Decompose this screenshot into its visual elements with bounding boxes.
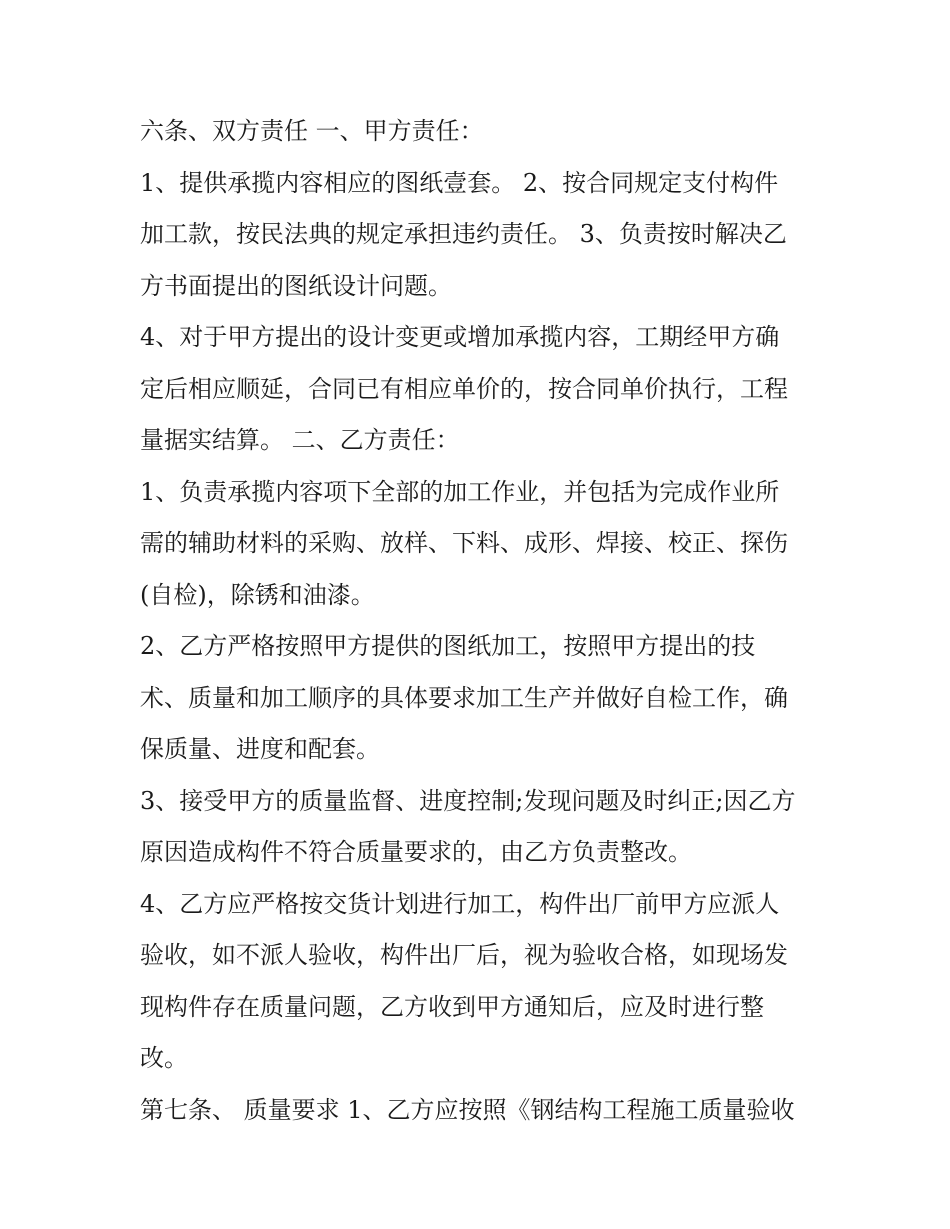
text-line: 验收，如不派人验收，构件出厂后，视为验收合格，如现场发 (140, 941, 788, 969)
text-line: 六条、双方责任 一、甲方责任： (140, 117, 484, 145)
text-line: 3、接受甲方的质量监督、进度控制;发现问题及时纠正;因乙方 (140, 786, 796, 815)
text-line: 加工款，按民法典的规定承担违约责任。 3、负责按时解决乙 (140, 220, 787, 248)
text-line: 1、负责承揽内容项下全部的加工作业，并包括为完成作业所 (140, 477, 780, 506)
text-line: 现构件存在质量问题，乙方收到甲方通知后，应及时进行整 (140, 992, 764, 1021)
text-line: 量据实结算。 二、乙方责任： (140, 426, 460, 454)
text-line: 术、质量和加工顺序的具体要求加工生产并做好自检工作，确 (140, 683, 788, 712)
text-line: 方书面提出的图纸设计问题。 (140, 271, 452, 300)
text-line: 保质量、进度和配套。 (140, 735, 380, 763)
document-page (140, 106, 830, 1136)
text-line: 第七条、 质量要求 1、乙方应按照《钢结构工程施工质量验收 (140, 1095, 795, 1124)
text-line: (自检)，除锈和油漆。 (140, 580, 375, 609)
text-line: 4、对于甲方提出的设计变更或增加承揽内容，工期经甲方确 (140, 323, 780, 351)
text-line: 2、乙方严格按照甲方提供的图纸加工，按照甲方提出的技 (140, 632, 756, 660)
text-line: 原因造成构件不符合质量要求的，由乙方负责整改。 (140, 838, 692, 866)
text-line: 改。 (140, 1044, 188, 1072)
text-line: 定后相应顺延，合同已有相应单价的，按合同单价执行，工程 (140, 374, 788, 403)
text-line: 4、乙方应严格按交货计划进行加工，构件出厂前甲方应派人 (140, 889, 780, 918)
text-line: 1、提供承揽内容相应的图纸壹套。 2、按合同规定支付构件 (140, 168, 779, 197)
text-line: 需的辅助材料的采购、放样、下料、成形、焊接、校正、探伤 (140, 529, 788, 557)
